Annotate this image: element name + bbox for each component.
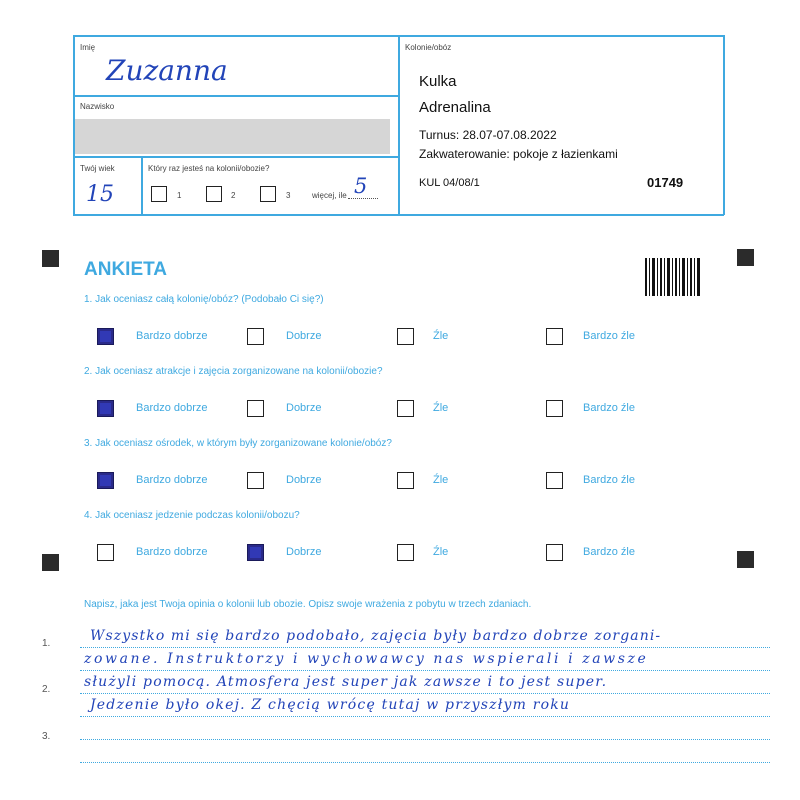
accommodation-text: Zakwaterowanie: pokoje z łazienkami	[419, 147, 618, 161]
question-4-option-3-checkbox[interactable]	[397, 544, 414, 561]
dotted-line	[80, 739, 770, 740]
first-name-label: Imię	[80, 43, 96, 52]
age-label: Twój wiek	[80, 164, 115, 173]
dotted-line	[80, 716, 770, 717]
question-3-option-4-checkbox[interactable]	[546, 472, 563, 489]
camp-label: Kolonie/obóz	[405, 43, 452, 52]
times-option-1: 1	[177, 191, 182, 200]
question-2-option-4-label: Bardzo źle	[583, 402, 635, 414]
dotted-line	[80, 647, 770, 648]
first-name-value[interactable]: Zuzanna	[106, 54, 228, 87]
barcode-icon	[645, 258, 701, 296]
opinion-prompt: Napisz, jaka jest Twoja opinia o kolonii lub obozie. Opisz swoje wrażenia z pobytu w trzech zdaniach.	[84, 599, 532, 610]
question-4-text: 4. Jak oceniasz jedzenie podczas kolonii/obozu?	[84, 510, 300, 521]
age-value[interactable]: 15	[86, 182, 114, 207]
camp-name-line1: Kulka	[419, 73, 457, 90]
times-checkbox-2[interactable]	[206, 186, 222, 202]
line-number-2: 2.	[42, 684, 51, 695]
handwritten-line: Wszystko mi się bardzo podobało, zajęcia były bardzo dobrze zorgani-	[90, 628, 662, 644]
form-number: 01749	[647, 175, 684, 190]
times-option-3: 3	[286, 191, 291, 200]
question-1-option-3-checkbox[interactable]	[397, 328, 414, 345]
handwritten-line: służyli pomocą. Atmosfera jest super jak zawsze i to jest super.	[84, 674, 608, 690]
question-3-option-3-checkbox[interactable]	[397, 472, 414, 489]
times-checkbox-1[interactable]	[151, 186, 167, 202]
question-1-option-1-checkbox[interactable]	[97, 328, 114, 345]
survey-title: ANKIETA	[84, 259, 168, 280]
question-2-option-2-label: Dobrze	[286, 402, 322, 414]
turnus-text: Turnus: 28.07-07.08.2022	[419, 128, 557, 142]
question-4-option-4-label: Bardzo źle	[583, 546, 635, 558]
question-2-option-4-checkbox[interactable]	[546, 400, 563, 417]
question-1-text: 1. Jak oceniasz całą kolonię/obóz? (Podobało Ci się?)	[84, 294, 324, 305]
question-4-option-1-checkbox[interactable]	[97, 544, 114, 561]
question-1-option-2-label: Dobrze	[286, 330, 322, 342]
question-3-option-2-checkbox[interactable]	[247, 472, 264, 489]
question-2-option-2-checkbox[interactable]	[247, 400, 264, 417]
registration-mark-top-right	[737, 249, 754, 266]
more-value[interactable]: 5	[354, 174, 368, 198]
question-4-option-4-checkbox[interactable]	[546, 544, 563, 561]
question-2-option-1-label: Bardzo dobrze	[136, 402, 208, 414]
question-3-option-1-label: Bardzo dobrze	[136, 474, 208, 486]
question-4-option-3-label: Źle	[433, 546, 449, 558]
question-1-option-4-checkbox[interactable]	[546, 328, 563, 345]
question-2-option-3-label: Źle	[433, 402, 449, 414]
line-number-3: 3.	[42, 731, 51, 742]
question-3-option-1-checkbox[interactable]	[97, 472, 114, 489]
question-1-option-1-label: Bardzo dobrze	[136, 330, 208, 342]
question-3-option-2-label: Dobrze	[286, 474, 322, 486]
line-number-1: 1.	[42, 638, 51, 649]
dotted-line	[80, 762, 770, 763]
times-checkbox-3[interactable]	[260, 186, 276, 202]
times-option-2: 2	[231, 191, 236, 200]
registration-mark-top-left	[42, 250, 59, 267]
question-4-option-2-label: Dobrze	[286, 546, 322, 558]
question-1-option-2-checkbox[interactable]	[247, 328, 264, 345]
question-2-text: 2. Jak oceniasz atrakcje i zajęcia zorganizowane na kolonii/obozie?	[84, 366, 383, 377]
question-3-option-3-label: Źle	[433, 474, 449, 486]
handwritten-line: Jedzenie było okej. Z chęcią wrócę tutaj w przyszłym roku	[90, 697, 571, 713]
times-label: Który raz jesteś na kolonii/obozie?	[148, 164, 270, 173]
question-3-text: 3. Jak oceniasz ośrodek, w którym były zorganizowane kolonie/obóz?	[84, 438, 392, 449]
camp-name-line2: Adrenalina	[419, 99, 491, 116]
registration-mark-bottom-left	[42, 554, 59, 571]
dotted-line	[80, 693, 770, 694]
question-4-option-2-checkbox[interactable]	[247, 544, 264, 561]
question-1-option-4-label: Bardzo źle	[583, 330, 635, 342]
registration-mark-bottom-right	[737, 551, 754, 568]
last-name-label: Nazwisko	[80, 102, 115, 111]
dotted-line	[80, 670, 770, 671]
question-3-option-4-label: Bardzo źle	[583, 474, 635, 486]
question-2-option-3-checkbox[interactable]	[397, 400, 414, 417]
more-label: więcej, ile	[312, 191, 347, 200]
more-line	[348, 198, 378, 199]
question-2-option-1-checkbox[interactable]	[97, 400, 114, 417]
redacted-surname	[75, 119, 390, 154]
handwritten-line: zowane. Instruktorzy i wychowawcy nas wspierali i zawsze	[84, 651, 649, 667]
question-1-option-3-label: Źle	[433, 330, 449, 342]
camp-code: KUL 04/08/1	[419, 177, 480, 189]
question-4-option-1-label: Bardzo dobrze	[136, 546, 208, 558]
